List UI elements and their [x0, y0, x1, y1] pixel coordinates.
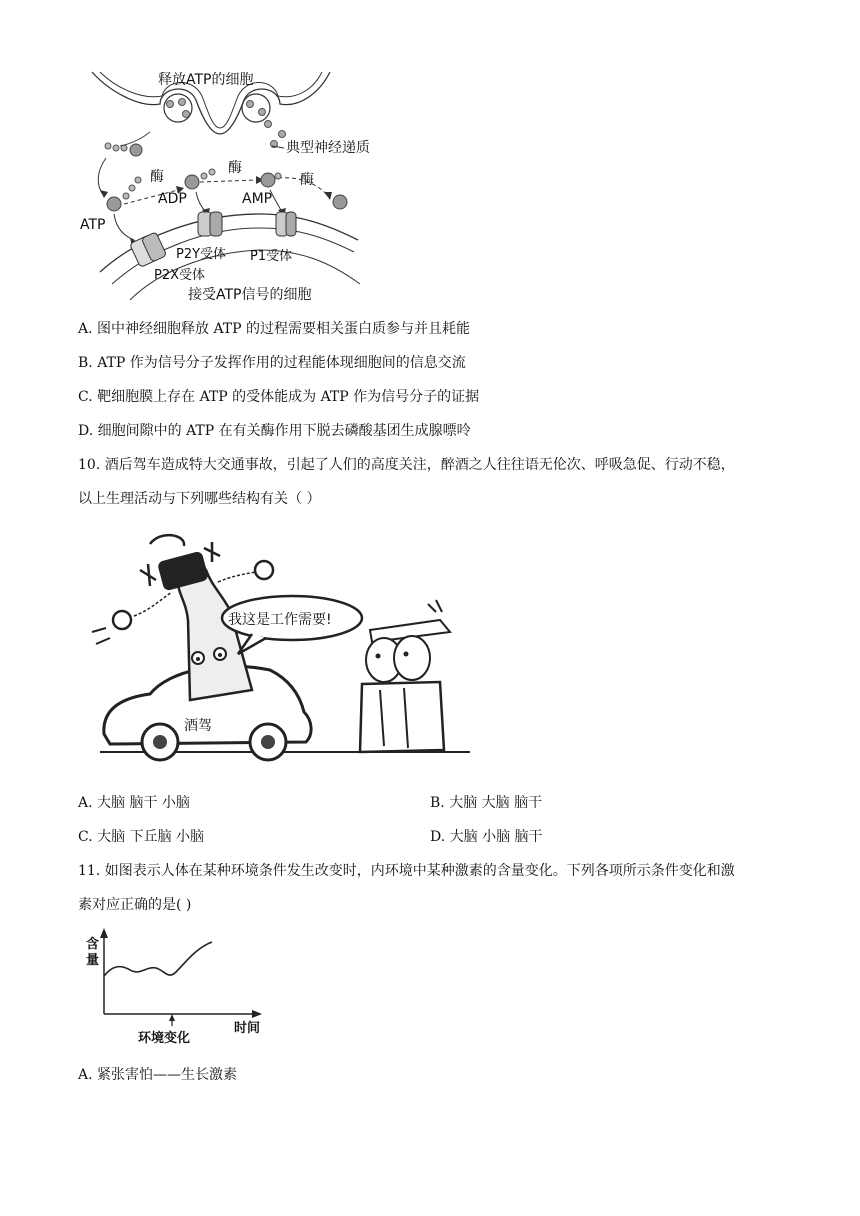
q9-option-b: B. ATP 作为信号分子发挥作用的过程能体现细胞间的信息交流 — [78, 355, 466, 371]
neurotransmitter-label: 典型神经递质 — [286, 140, 370, 156]
q10-option-c: C. 大脑 下丘脑 小脑 — [78, 829, 205, 845]
adp-label: ADP — [158, 191, 187, 207]
q9-option-a: A. 图中神经细胞释放 ATP 的过程需要相关蛋白质参与并且耗能 — [78, 321, 471, 337]
speech-bubble-text: 我这是工作需要! — [228, 612, 332, 628]
atp-signal-figure — [0, 0, 860, 310]
drunk-driving-cartoon — [0, 520, 860, 780]
q10-option-b: B. 大脑 大脑 脑干 — [430, 795, 543, 811]
x-axis-label: 时间 — [234, 1021, 261, 1036]
q10-stem-line2: 以上生理活动与下列哪些结构有关（ ） — [78, 491, 321, 507]
q9-option-c: C. 靶细胞膜上存在 ATP 的受体能成为 ATP 作为信号分子的证据 — [78, 389, 480, 405]
q10-option-d: D. 大脑 小脑 脑干 — [430, 829, 543, 845]
receive-cell-label: 接受ATP信号的细胞 — [188, 287, 312, 303]
car-label: 酒驾 — [184, 718, 212, 734]
enzyme-label-1: 酶 — [150, 169, 164, 185]
ylabel-char-2: 量 — [86, 953, 100, 968]
amp-label: AMP — [242, 191, 273, 207]
enzyme-label-2: 酶 — [228, 160, 242, 176]
atp-label: ATP — [80, 217, 106, 233]
p2x-receptor-label: P2X受体 — [154, 268, 206, 283]
q11-stem-line1: 11. 如图表示人体在某种环境条件发生改变时，内环境中某种激素的含量变化。下列各项所示条件变化和激 — [78, 863, 735, 879]
q10-option-a: A. 大脑 脑干 小脑 — [78, 795, 190, 811]
ylabel-char-1: 含 — [86, 937, 100, 952]
release-cell-label: 释放ATP的细胞 — [158, 72, 254, 88]
q10-stem-line1: 10. 酒后驾车造成特大交通事故，引起了人们的高度关注，醉酒之人往往语无伦次、呼吸急促、行动不稳， — [78, 457, 735, 473]
hormone-curve — [104, 942, 212, 976]
q11-stem-line2: 素对应正确的是( ) — [78, 897, 192, 913]
environment-change-label: 环境变化 — [138, 1031, 191, 1046]
q9-option-d: D. 细胞间隙中的 ATP 在有关酶作用下脱去磷酸基团生成腺嘌呤 — [78, 423, 471, 439]
enzyme-label-3: 酶 — [300, 172, 314, 188]
p2y-receptor-label: P2Y受体 — [176, 247, 227, 262]
p1-receptor-label: P1受体 — [250, 249, 293, 264]
hormone-content-chart — [0, 926, 860, 1046]
q11-option-a: A. 紧张害怕——生长激素 — [78, 1067, 238, 1083]
